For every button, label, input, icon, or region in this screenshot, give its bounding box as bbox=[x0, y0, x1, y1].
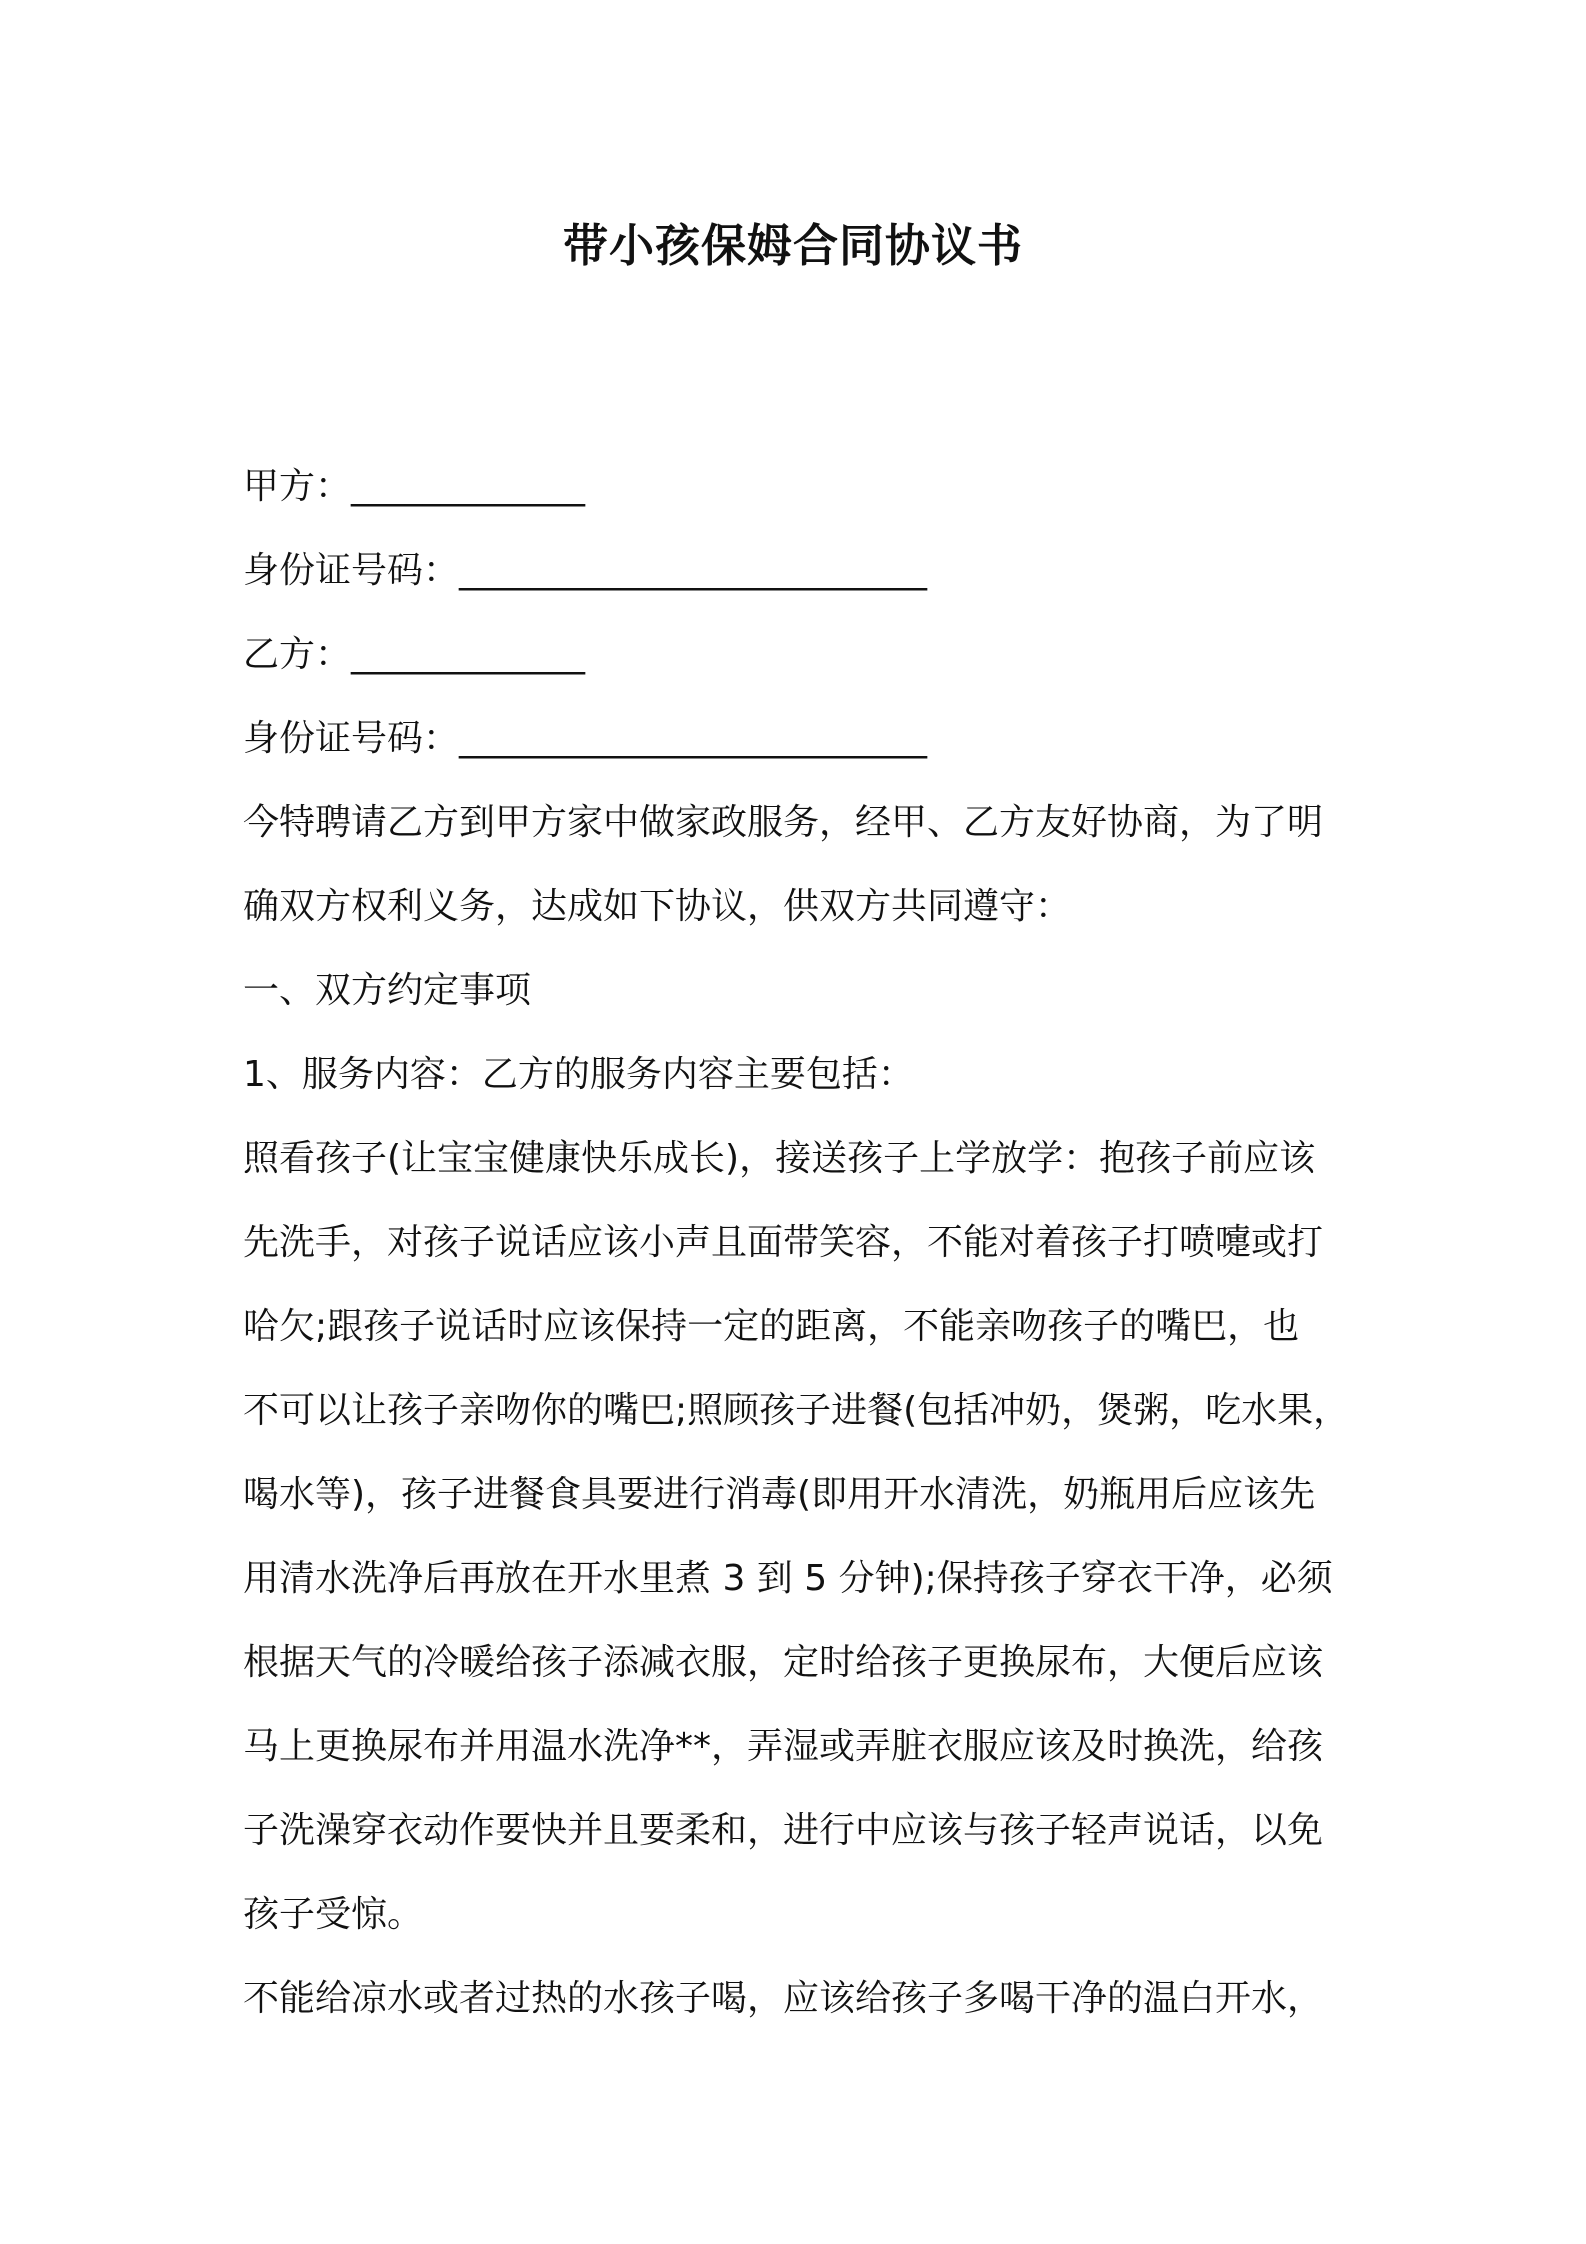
paragraph-line: 根据天气的冷暖给孩子添减衣服，定时给孩子更换尿布，大便后应该 bbox=[243, 1642, 1324, 1683]
intro-line: 今特聘请乙方到甲方家中做家政服务，经甲、乙方友好协商，为了明 bbox=[243, 802, 1324, 843]
document-body bbox=[243, 445, 1373, 2041]
paragraph-line: 不能给凉水或者过热的水孩子喝，应该给孩子多喝干净的温白开水， bbox=[243, 1978, 1324, 2019]
party-b-id-line bbox=[243, 697, 1373, 781]
paragraph-line: 喝水等)，孩子进餐食具要进行消毒(即用开水清洗，奶瓶用后应该先 bbox=[243, 1474, 1316, 1515]
party-a-line bbox=[243, 445, 1373, 529]
party-a-id-field: __________________________ bbox=[459, 550, 928, 591]
paragraph-line: 照看孩子(让宝宝健康快乐成长)，接送孩子上学放学：抱孩子前应该 bbox=[243, 1138, 1316, 1179]
intro-line: 确双方权利义务，达成如下协议，供双方共同遵守： bbox=[243, 886, 1072, 927]
party-a-id-label: 身份证号码： bbox=[243, 550, 460, 591]
party-b-name-field: _____________ bbox=[351, 634, 586, 675]
service-item-heading: 1、服务内容：乙方的服务内容主要包括： bbox=[243, 1054, 914, 1095]
party-a-label: 甲方： bbox=[243, 466, 352, 507]
paragraph-line: 用清水洗净后再放在开水里煮 3 到 5 分钟);保持孩子穿衣干净，必须 bbox=[243, 1558, 1333, 1599]
party-b-label: 乙方： bbox=[243, 634, 352, 675]
party-a-name-field: _____________ bbox=[351, 466, 586, 507]
party-b-line bbox=[243, 613, 1373, 697]
paragraph-line: 马上更换尿布并用温水洗净**，弄湿或弄脏衣服应该及时换洗，给孩 bbox=[243, 1726, 1324, 1767]
paragraph-line: 不可以让孩子亲吻你的嘴巴;照顾孩子进餐(包括冲奶，煲粥，吃水果， bbox=[243, 1390, 1350, 1431]
paragraph-line: 子洗澡穿衣动作要快并且要柔和，进行中应该与孩子轻声说话，以免 bbox=[243, 1810, 1324, 1851]
party-b-id-field: __________________________ bbox=[459, 718, 928, 759]
paragraph-line: 孩子受惊。 bbox=[243, 1894, 424, 1935]
section-heading: 一、双方约定事项 bbox=[243, 970, 532, 1011]
paragraph-line: 先洗手，对孩子说话应该小声且面带笑容，不能对着孩子打喷嚏或打 bbox=[243, 1222, 1324, 1263]
party-a-id-line bbox=[243, 529, 1373, 613]
party-b-id-label: 身份证号码： bbox=[243, 718, 460, 759]
paragraph-line: 哈欠;跟孩子说话时应该保持一定的距离，不能亲吻孩子的嘴巴，也 bbox=[243, 1306, 1300, 1347]
document-title: 带小孩保姆合同协议书 bbox=[562, 219, 1023, 272]
